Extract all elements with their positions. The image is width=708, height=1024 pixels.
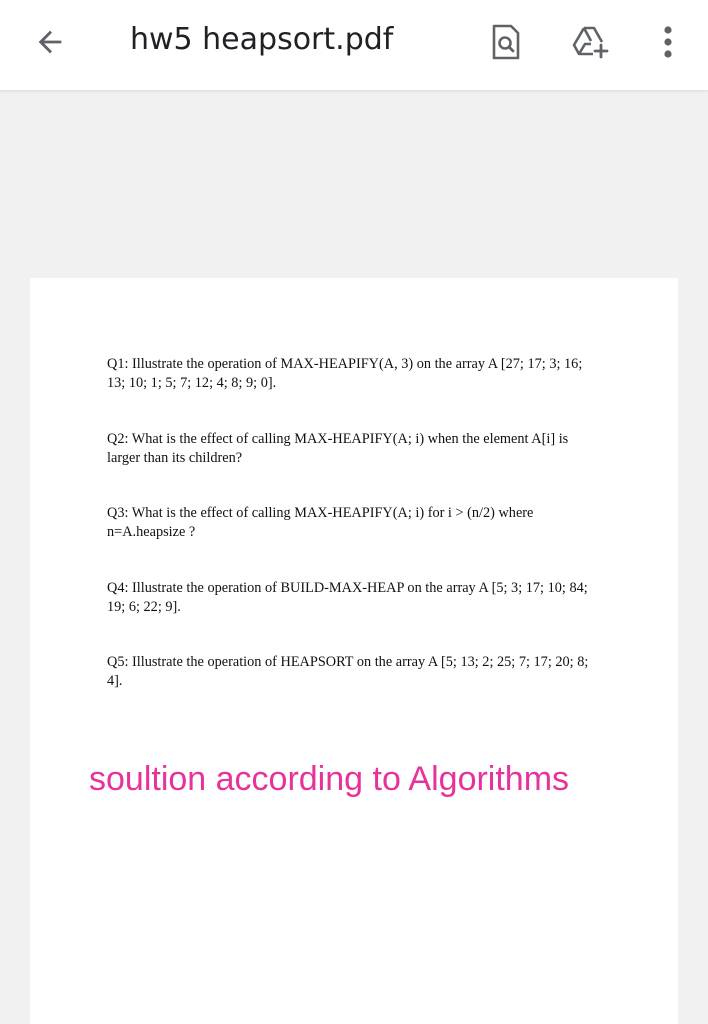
question-3: Q3: What is the effect of calling MAX-HEAPIFY(A; i) for i > (n/2) where n=A.heapsize ? — [107, 505, 534, 540]
question-4: Q4: Illustrate the operation of BUILD-MAX-HEAP on the array A [5; 3; 17; 10; 84; 19; 6; 22; 9]. — [107, 580, 588, 615]
pdf-page — [30, 278, 678, 1024]
back-button[interactable] — [24, 16, 76, 68]
add-to-drive-icon — [570, 25, 610, 59]
add-to-drive-button[interactable] — [564, 16, 616, 68]
file-title: hw5 heapsort.pdf — [130, 22, 394, 57]
top-app-bar — [0, 0, 708, 91]
find-in-document-icon — [491, 24, 521, 60]
question-2: Q2: What is the effect of calling MAX-HEAPIFY(A; i) when the element A[i] is larger than its children? — [107, 431, 569, 466]
arrow-left-icon — [33, 25, 67, 59]
handwritten-annotation: soultion according to Algorithms — [89, 760, 570, 798]
find-in-document-button[interactable] — [480, 16, 532, 68]
more-options-button[interactable] — [642, 16, 694, 68]
question-1: Q1: Illustrate the operation of MAX-HEAPIFY(A, 3) on the array A [27; 17; 3; 16; 13; 10; 1; 5; 7; 12; 4; 8; 9; 0]. — [107, 356, 583, 391]
question-5: Q5: Illustrate the operation of HEAPSORT on the array A [5; 13; 2; 25; 7; 17; 20; 8; 4]. — [107, 654, 589, 689]
more-vertical-icon — [662, 25, 674, 59]
